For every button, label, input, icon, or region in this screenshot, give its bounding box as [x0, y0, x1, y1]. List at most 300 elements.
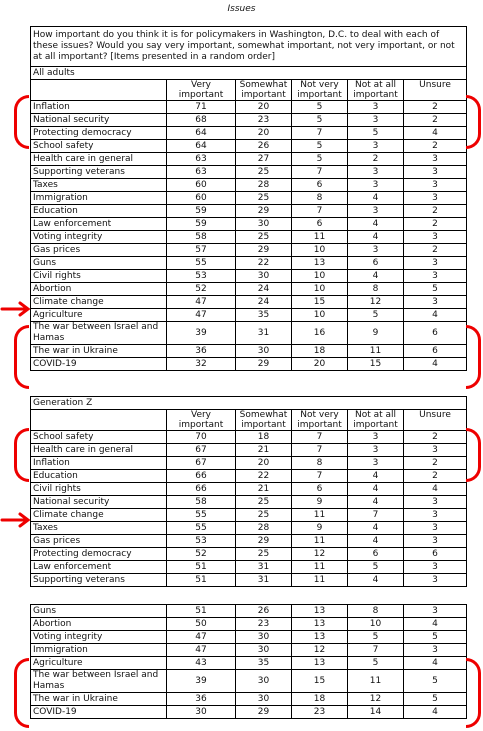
table-row — [31, 457, 467, 470]
value-cell: 5 — [292, 101, 348, 114]
value-cell: 13 — [292, 631, 348, 644]
issue-label: Law enforcement — [31, 218, 167, 231]
value-cell: 9 — [292, 496, 348, 509]
value-cell: 3 — [404, 296, 467, 309]
value-cell: 6 — [348, 257, 404, 270]
value-cell: 66 — [167, 470, 236, 483]
value-cell: 55 — [167, 509, 236, 522]
table-row — [31, 270, 467, 283]
value-cell: 5 — [292, 153, 348, 166]
issue-label: Protecting democracy — [31, 127, 167, 140]
value-cell: 4 — [404, 127, 467, 140]
value-cell: 7 — [292, 127, 348, 140]
value-cell: 2 — [404, 218, 467, 231]
value-cell: 10 — [292, 244, 348, 257]
issue-label: Guns — [31, 605, 167, 618]
value-cell: 2 — [348, 153, 404, 166]
value-cell: 30 — [236, 670, 292, 693]
value-cell: 7 — [348, 509, 404, 522]
issue-label: The war in Ukraine — [31, 345, 167, 358]
value-cell: 3 — [404, 444, 467, 457]
value-cell: 13 — [292, 618, 348, 631]
value-cell: 47 — [167, 644, 236, 657]
value-cell: 10 — [292, 270, 348, 283]
value-cell: 11 — [292, 561, 348, 574]
value-cell: 3 — [348, 444, 404, 457]
value-cell: 67 — [167, 457, 236, 470]
value-cell: 10 — [348, 618, 404, 631]
value-cell: 30 — [236, 644, 292, 657]
table-row — [31, 296, 467, 309]
value-cell: 11 — [292, 509, 348, 522]
issue-label: Guns — [31, 257, 167, 270]
value-cell: 3 — [404, 257, 467, 270]
value-cell: 4 — [348, 496, 404, 509]
value-cell: 31 — [236, 322, 292, 345]
value-cell: 3 — [404, 509, 467, 522]
value-cell: 7 — [292, 205, 348, 218]
value-cell: 4 — [348, 192, 404, 205]
table-row — [31, 631, 467, 644]
issue-label: Gas prices — [31, 244, 167, 257]
column-header-row — [31, 410, 467, 431]
value-cell: 66 — [167, 483, 236, 496]
value-cell: 9 — [292, 522, 348, 535]
value-cell: 26 — [236, 605, 292, 618]
value-cell: 5 — [292, 114, 348, 127]
value-cell: 3 — [404, 561, 467, 574]
issue-label: The war in Ukraine — [31, 693, 167, 706]
value-cell: 67 — [167, 444, 236, 457]
value-cell: 2 — [404, 140, 467, 153]
value-cell: 29 — [236, 358, 292, 371]
all-adults-table — [30, 26, 467, 371]
table-row — [31, 101, 467, 114]
gen-z-table-continued — [30, 604, 467, 719]
value-cell: 22 — [236, 257, 292, 270]
value-cell: 29 — [236, 706, 292, 719]
value-cell: 39 — [167, 670, 236, 693]
value-cell: 47 — [167, 296, 236, 309]
value-cell: 52 — [167, 283, 236, 296]
value-cell: 35 — [236, 309, 292, 322]
value-cell: 20 — [236, 457, 292, 470]
page-title: Issues — [227, 4, 256, 14]
issue-label: Health care in general — [31, 444, 167, 457]
value-cell: 5 — [292, 140, 348, 153]
issue-label: Abortion — [31, 283, 167, 296]
value-cell: 3 — [404, 153, 467, 166]
value-cell: 63 — [167, 166, 236, 179]
value-cell: 7 — [348, 644, 404, 657]
value-cell: 4 — [404, 483, 467, 496]
table-row — [31, 283, 467, 296]
column-header-row — [31, 80, 467, 101]
value-cell: 26 — [236, 140, 292, 153]
table-row — [31, 644, 467, 657]
issue-label: Taxes — [31, 179, 167, 192]
table-row — [31, 153, 467, 166]
value-cell: 2 — [404, 205, 467, 218]
value-cell: 29 — [236, 205, 292, 218]
value-cell: 60 — [167, 192, 236, 205]
value-cell: 3 — [404, 231, 467, 244]
issue-label: Health care in general — [31, 153, 167, 166]
col-header: Unsure — [404, 410, 467, 431]
highlight-bracket-right — [466, 95, 481, 149]
table-row — [31, 140, 467, 153]
value-cell: 4 — [348, 231, 404, 244]
issue-label: Education — [31, 470, 167, 483]
issue-label: Immigration — [31, 192, 167, 205]
col-header: Not very important — [292, 80, 348, 101]
value-cell: 3 — [348, 140, 404, 153]
value-cell: 21 — [236, 483, 292, 496]
value-cell: 3 — [404, 644, 467, 657]
issue-label: Taxes — [31, 522, 167, 535]
value-cell: 29 — [236, 244, 292, 257]
value-cell: 64 — [167, 140, 236, 153]
value-cell: 7 — [292, 166, 348, 179]
value-cell: 71 — [167, 101, 236, 114]
table-row — [31, 218, 467, 231]
issue-label: Voting integrity — [31, 631, 167, 644]
value-cell: 8 — [348, 283, 404, 296]
table-row — [31, 548, 467, 561]
value-cell: 30 — [236, 218, 292, 231]
table-row — [31, 693, 467, 706]
table-row — [31, 574, 467, 587]
highlight-bracket-left — [14, 658, 29, 728]
value-cell: 2 — [404, 101, 467, 114]
value-cell: 4 — [348, 535, 404, 548]
value-cell: 51 — [167, 574, 236, 587]
gen-z-table — [30, 396, 467, 587]
value-cell: 28 — [236, 522, 292, 535]
value-cell: 2 — [404, 114, 467, 127]
value-cell: 25 — [236, 231, 292, 244]
value-cell: 39 — [167, 322, 236, 345]
question-text: How important do you think it is for policymakers in Washington, D.C. to deal with each of these issues? Would you say very important, somewhat important, not very important, or not at all important? [Items presented in a random order] — [31, 27, 467, 67]
col-header: Very important — [167, 80, 236, 101]
value-cell: 3 — [404, 522, 467, 535]
value-cell: 55 — [167, 257, 236, 270]
value-cell: 12 — [292, 644, 348, 657]
value-cell: 3 — [348, 205, 404, 218]
issue-label: Law enforcement — [31, 561, 167, 574]
value-cell: 68 — [167, 114, 236, 127]
value-cell: 5 — [404, 631, 467, 644]
table-row — [31, 470, 467, 483]
value-cell: 53 — [167, 535, 236, 548]
issue-label: Civil rights — [31, 483, 167, 496]
issue-label: Abortion — [31, 618, 167, 631]
value-cell: 5 — [348, 309, 404, 322]
table-row — [31, 618, 467, 631]
value-cell: 5 — [348, 657, 404, 670]
value-cell: 6 — [404, 548, 467, 561]
value-cell: 51 — [167, 605, 236, 618]
value-cell: 10 — [292, 309, 348, 322]
value-cell: 24 — [236, 296, 292, 309]
value-cell: 22 — [236, 470, 292, 483]
issue-label: Education — [31, 205, 167, 218]
table-row — [31, 483, 467, 496]
value-cell: 7 — [292, 431, 348, 444]
table-row — [31, 127, 467, 140]
value-cell: 4 — [348, 470, 404, 483]
value-cell: 13 — [292, 257, 348, 270]
value-cell: 3 — [404, 574, 467, 587]
table-row — [31, 509, 467, 522]
value-cell: 3 — [348, 457, 404, 470]
value-cell: 63 — [167, 153, 236, 166]
issue-label: Agriculture — [31, 657, 167, 670]
table-row — [31, 205, 467, 218]
highlight-bracket-left — [14, 325, 29, 389]
value-cell: 3 — [404, 192, 467, 205]
value-cell: 5 — [348, 127, 404, 140]
value-cell: 3 — [404, 605, 467, 618]
value-cell: 12 — [348, 296, 404, 309]
value-cell: 21 — [236, 444, 292, 457]
issue-label: Climate change — [31, 509, 167, 522]
table-row — [31, 257, 467, 270]
section-label-all-adults: All adults — [31, 67, 467, 80]
value-cell: 25 — [236, 548, 292, 561]
table-row — [31, 322, 467, 345]
value-cell: 14 — [348, 706, 404, 719]
issue-label: The war between Israel and Hamas — [31, 670, 167, 693]
value-cell: 4 — [404, 309, 467, 322]
highlight-bracket-right — [466, 325, 481, 389]
value-cell: 20 — [292, 358, 348, 371]
table-row — [31, 166, 467, 179]
table-row — [31, 561, 467, 574]
value-cell: 36 — [167, 693, 236, 706]
highlight-bracket-left — [14, 95, 29, 149]
value-cell: 11 — [292, 535, 348, 548]
value-cell: 16 — [292, 322, 348, 345]
value-cell: 7 — [292, 444, 348, 457]
value-cell: 4 — [348, 270, 404, 283]
issue-label: COVID-19 — [31, 706, 167, 719]
issue-label: Agriculture — [31, 309, 167, 322]
issue-label: School safety — [31, 140, 167, 153]
value-cell: 5 — [404, 693, 467, 706]
table-row — [31, 670, 467, 693]
table-row — [31, 657, 467, 670]
highlight-bracket-right — [466, 658, 481, 728]
issue-label: National security — [31, 114, 167, 127]
col-header: Not at all important — [348, 410, 404, 431]
value-cell: 55 — [167, 522, 236, 535]
highlight-bracket-left — [14, 428, 29, 482]
value-cell: 59 — [167, 218, 236, 231]
value-cell: 43 — [167, 657, 236, 670]
value-cell: 6 — [404, 345, 467, 358]
value-cell: 30 — [167, 706, 236, 719]
value-cell: 3 — [404, 270, 467, 283]
value-cell: 35 — [236, 657, 292, 670]
value-cell: 3 — [348, 431, 404, 444]
table-row — [31, 522, 467, 535]
value-cell: 2 — [404, 431, 467, 444]
issue-label: Civil rights — [31, 270, 167, 283]
value-cell: 12 — [292, 548, 348, 561]
value-cell: 20 — [236, 101, 292, 114]
value-cell: 8 — [292, 457, 348, 470]
highlight-bracket-right — [466, 428, 481, 482]
col-header: Not very important — [292, 410, 348, 431]
value-cell: 50 — [167, 618, 236, 631]
value-cell: 28 — [236, 179, 292, 192]
value-cell: 57 — [167, 244, 236, 257]
value-cell: 3 — [348, 114, 404, 127]
issue-label: Voting integrity — [31, 231, 167, 244]
value-cell: 13 — [292, 657, 348, 670]
value-cell: 30 — [236, 345, 292, 358]
issue-label: Supporting veterans — [31, 166, 167, 179]
value-cell: 51 — [167, 561, 236, 574]
value-cell: 18 — [292, 693, 348, 706]
value-cell: 5 — [404, 670, 467, 693]
value-cell: 47 — [167, 309, 236, 322]
issue-label: Inflation — [31, 457, 167, 470]
value-cell: 31 — [236, 561, 292, 574]
value-cell: 5 — [404, 283, 467, 296]
col-header: Somewhat important — [236, 410, 292, 431]
col-header: Somewhat important — [236, 80, 292, 101]
value-cell: 5 — [348, 631, 404, 644]
value-cell: 4 — [404, 618, 467, 631]
value-cell: 3 — [404, 179, 467, 192]
table-row — [31, 431, 467, 444]
value-cell: 32 — [167, 358, 236, 371]
issue-label: COVID-19 — [31, 358, 167, 371]
value-cell: 15 — [292, 670, 348, 693]
issue-label: National security — [31, 496, 167, 509]
issue-label: Climate change — [31, 296, 167, 309]
table-row — [31, 358, 467, 371]
value-cell: 8 — [292, 192, 348, 205]
value-cell: 10 — [292, 283, 348, 296]
value-cell: 5 — [348, 561, 404, 574]
arrow-icon — [0, 301, 32, 317]
value-cell: 4 — [348, 218, 404, 231]
issue-label: Protecting democracy — [31, 548, 167, 561]
table-row — [31, 244, 467, 257]
value-cell: 23 — [236, 114, 292, 127]
value-cell: 23 — [292, 706, 348, 719]
issue-label: The war between Israel and Hamas — [31, 322, 167, 345]
value-cell: 3 — [348, 179, 404, 192]
value-cell: 4 — [404, 706, 467, 719]
value-cell: 27 — [236, 153, 292, 166]
value-cell: 58 — [167, 231, 236, 244]
value-cell: 15 — [348, 358, 404, 371]
issue-label: Supporting veterans — [31, 574, 167, 587]
value-cell: 6 — [292, 218, 348, 231]
value-cell: 4 — [348, 574, 404, 587]
table-row — [31, 231, 467, 244]
value-cell: 8 — [348, 605, 404, 618]
value-cell: 2 — [404, 457, 467, 470]
table-row — [31, 706, 467, 719]
value-cell: 13 — [292, 605, 348, 618]
value-cell: 3 — [404, 166, 467, 179]
value-cell: 60 — [167, 179, 236, 192]
table-row — [31, 179, 467, 192]
table-row — [31, 535, 467, 548]
col-header: Unsure — [404, 80, 467, 101]
value-cell: 9 — [348, 322, 404, 345]
value-cell: 23 — [236, 618, 292, 631]
value-cell: 2 — [404, 470, 467, 483]
value-cell: 4 — [404, 358, 467, 371]
value-cell: 58 — [167, 496, 236, 509]
value-cell: 59 — [167, 205, 236, 218]
value-cell: 3 — [348, 166, 404, 179]
table-row — [31, 345, 467, 358]
value-cell: 18 — [292, 345, 348, 358]
value-cell: 3 — [404, 496, 467, 509]
issue-label: Immigration — [31, 644, 167, 657]
value-cell: 30 — [236, 270, 292, 283]
value-cell: 6 — [348, 548, 404, 561]
table-row — [31, 192, 467, 205]
section-label-gen-z: Generation Z — [31, 397, 467, 410]
table-row — [31, 114, 467, 127]
value-cell: 11 — [292, 231, 348, 244]
value-cell: 2 — [404, 244, 467, 257]
table-row — [31, 309, 467, 322]
value-cell: 25 — [236, 192, 292, 205]
value-cell: 6 — [292, 179, 348, 192]
value-cell: 12 — [348, 693, 404, 706]
value-cell: 64 — [167, 127, 236, 140]
value-cell: 11 — [292, 574, 348, 587]
table-row — [31, 444, 467, 457]
issue-label: Inflation — [31, 101, 167, 114]
value-cell: 6 — [404, 322, 467, 345]
value-cell: 3 — [348, 101, 404, 114]
value-cell: 18 — [236, 431, 292, 444]
value-cell: 29 — [236, 535, 292, 548]
value-cell: 36 — [167, 345, 236, 358]
table-row — [31, 496, 467, 509]
col-header: Very important — [167, 410, 236, 431]
value-cell: 20 — [236, 127, 292, 140]
issue-label: Gas prices — [31, 535, 167, 548]
value-cell: 52 — [167, 548, 236, 561]
value-cell: 31 — [236, 574, 292, 587]
value-cell: 25 — [236, 496, 292, 509]
table-row — [31, 605, 467, 618]
value-cell: 6 — [292, 483, 348, 496]
value-cell: 4 — [348, 483, 404, 496]
value-cell: 47 — [167, 631, 236, 644]
value-cell: 30 — [236, 631, 292, 644]
value-cell: 53 — [167, 270, 236, 283]
value-cell: 15 — [292, 296, 348, 309]
value-cell: 70 — [167, 431, 236, 444]
value-cell: 7 — [292, 470, 348, 483]
value-cell: 4 — [348, 522, 404, 535]
issue-label: School safety — [31, 431, 167, 444]
value-cell: 24 — [236, 283, 292, 296]
value-cell: 30 — [236, 693, 292, 706]
